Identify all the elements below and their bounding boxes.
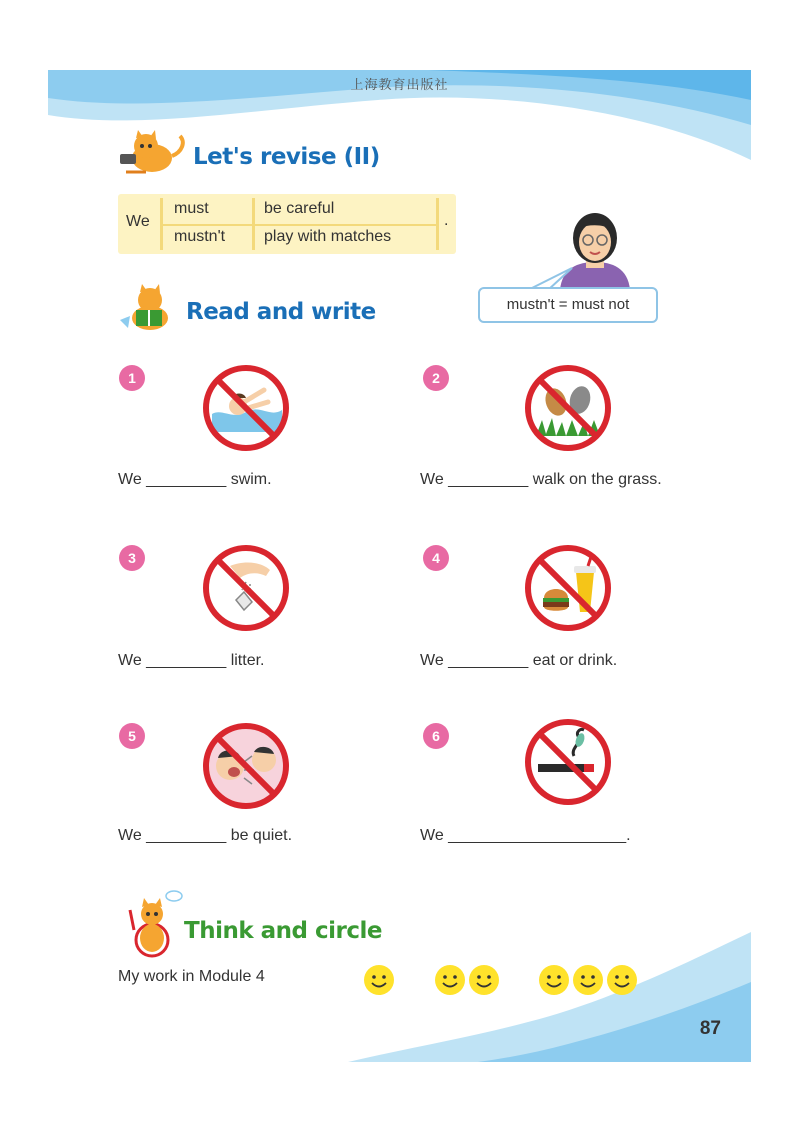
smiley-icon[interactable] — [468, 964, 500, 996]
no-shouting-icon — [200, 720, 292, 812]
grammar-phrase-matches: play with matches — [264, 228, 392, 245]
no-food-drink-icon — [522, 542, 614, 634]
grammar-phrase-careful: be careful — [264, 200, 335, 217]
smiley-icon[interactable] — [572, 964, 604, 996]
smiley-icon[interactable] — [434, 964, 466, 996]
page-number: 87 — [699, 1018, 721, 1039]
think-and-circle-title: Think and circle — [184, 918, 382, 944]
no-walking-on-grass-icon — [522, 362, 614, 454]
cat-mascot-icon — [116, 128, 188, 178]
item-number-6: 6 — [423, 723, 449, 749]
item-number-2: 2 — [423, 365, 449, 391]
no-smoking-icon — [522, 716, 614, 808]
item-number-3: 3 — [119, 545, 145, 571]
no-littering-icon — [200, 542, 292, 634]
grammar-modal-mustnt: mustn't — [174, 228, 226, 245]
item-sentence-5: We _________ be quiet. — [118, 827, 293, 844]
read-and-write-title: Read and write — [186, 299, 376, 325]
item-number-4: 4 — [423, 545, 449, 571]
thinking-cat-icon — [120, 890, 190, 960]
publisher-name: 上海教育出版社 — [350, 78, 449, 93]
grammar-table — [118, 194, 456, 254]
item-number-5: 5 — [119, 723, 145, 749]
smiley-icon[interactable] — [363, 964, 395, 996]
item-sentence-4: We _________ eat or drink. — [420, 652, 618, 669]
module-work-label: My work in Module 4 — [118, 968, 265, 985]
smiley-icon[interactable] — [606, 964, 638, 996]
grammar-subject: We — [126, 213, 150, 230]
item-number-1: 1 — [119, 365, 145, 391]
lets-revise-title: Let's revise (II) — [193, 144, 380, 170]
textbook-page — [48, 70, 751, 1062]
item-sentence-2: We _________ walk on the grass. — [420, 471, 662, 488]
reading-cat-icon — [116, 284, 184, 334]
smiley-icon[interactable] — [538, 964, 570, 996]
mustnt-note-bubble: mustn't = must not — [478, 287, 658, 323]
item-sentence-1: We _________ swim. — [118, 471, 272, 488]
grammar-period: . — [444, 212, 449, 229]
item-sentence-6: We ____________________. — [420, 827, 631, 844]
grammar-modal-must: must — [174, 200, 209, 217]
item-sentence-3: We _________ litter. — [118, 652, 265, 669]
no-swimming-icon — [200, 362, 292, 454]
